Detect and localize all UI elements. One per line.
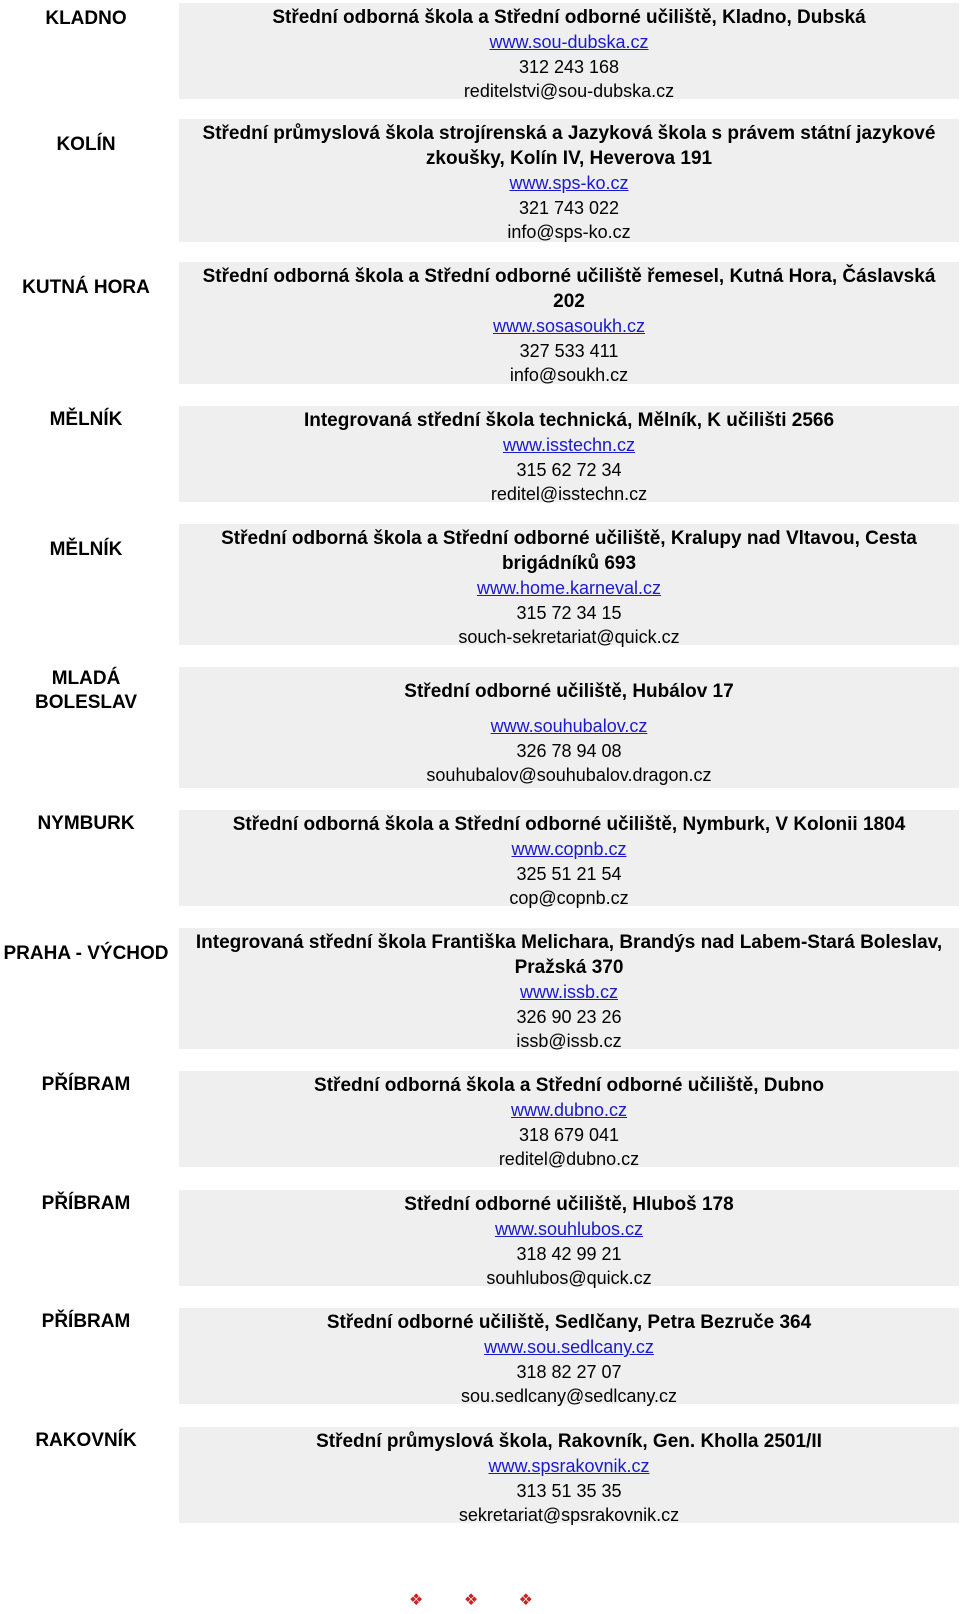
directory-row (0, 119, 960, 242)
directory-row (0, 810, 960, 906)
school-website-link[interactable]: www.dubno.cz (510, 1100, 628, 1120)
school-email: info@sps-ko.cz (507, 222, 631, 242)
school-card (179, 3, 959, 99)
district-label: PRAHA - VÝCHOD (3, 943, 169, 964)
school-name: Střední odborná škola a Střední odborné učiliště, Kralupy nad Vltavou, Cesta brigádníků 693 (221, 528, 917, 574)
school-card (179, 810, 959, 906)
school-website-link[interactable]: www.sou.sedlcany.cz (484, 1337, 654, 1357)
school-email: issb@issb.cz (516, 1031, 622, 1051)
school-phone: 318 82 27 07 (516, 1361, 622, 1382)
district-label: MĚLNÍK (49, 539, 123, 560)
school-website-link[interactable]: www.isstechn.cz (502, 435, 636, 455)
district-label: MĚLNÍK (49, 409, 123, 430)
school-card (179, 406, 959, 502)
directory-row (0, 1190, 960, 1286)
school-name: Integrovaná střední škola technická, Mělník, K učilišti 2566 (303, 410, 835, 431)
school-card (179, 667, 959, 788)
directory-row (0, 262, 960, 384)
school-name: Střední odborná škola a Střední odborné učiliště, Nymburk, V Kolonii 1804 (232, 814, 906, 835)
school-card (179, 1071, 959, 1167)
school-phone: 312 243 168 (518, 56, 620, 77)
school-email: sou.sedlcany@sedlcany.cz (460, 1386, 678, 1406)
school-website-link[interactable]: www.sosasoukh.cz (492, 316, 646, 336)
ornament-divider-icon: ❖ ❖ ❖ (409, 1592, 551, 1609)
directory-row (0, 524, 960, 645)
school-name: Střední odborné učiliště, Hubálov 17 (404, 681, 734, 702)
directory-row (0, 1308, 960, 1404)
school-phone: 313 51 35 35 (516, 1480, 622, 1501)
school-phone: 318 679 041 (518, 1124, 620, 1145)
school-card (179, 1308, 959, 1404)
school-email: cop@copnb.cz (509, 888, 629, 908)
school-card (179, 928, 959, 1049)
school-email: reditel@dubno.cz (498, 1149, 640, 1169)
school-phone: 326 90 23 26 (516, 1006, 622, 1027)
school-phone: 327 533 411 (519, 340, 619, 361)
school-website-link[interactable]: www.sps-ko.cz (509, 173, 629, 193)
school-website-link[interactable]: www.copnb.cz (511, 839, 627, 859)
school-website-link[interactable]: www.souhlubos.cz (494, 1219, 644, 1239)
school-website-link[interactable]: www.issb.cz (519, 982, 618, 1002)
school-phone: 315 72 34 15 (516, 602, 622, 623)
school-phone: 326 78 94 08 (516, 740, 622, 761)
school-phone: 321 743 022 (518, 197, 620, 218)
district-label: MLADÁ BOLESLAV (34, 668, 138, 713)
school-email: souhlubos@quick.cz (486, 1268, 652, 1288)
school-phone: 315 62 72 34 (516, 459, 622, 480)
school-name: Integrovaná střední škola Františka Melichara, Brandýs nad Labem-Stará Boleslav, Pražská 370 (195, 932, 943, 978)
school-phone: 318 42 99 21 (516, 1243, 622, 1264)
school-name: Střední odborná škola a Střední odborné učiliště, Kladno, Dubská (272, 7, 866, 28)
directory-row (0, 1071, 960, 1167)
directory-row (0, 667, 960, 788)
school-name: Střední odborná škola a Střední odborné učiliště řemesel, Kutná Hora, Čáslavská 202 (202, 266, 936, 312)
school-card (179, 1427, 959, 1523)
school-email: reditel@isstechn.cz (490, 484, 648, 504)
school-card (179, 262, 959, 384)
directory-row (0, 928, 960, 1049)
school-website-link[interactable]: www.souhubalov.cz (490, 716, 648, 736)
school-name: Střední odborné učiliště, Sedlčany, Petra Bezruče 364 (326, 1312, 812, 1333)
school-card (179, 524, 959, 645)
school-name: Střední odborná škola a Střední odborné učiliště, Dubno (314, 1075, 824, 1096)
spacer (179, 704, 959, 714)
school-website-link[interactable]: www.sou-dubska.cz (489, 32, 649, 52)
school-website-link[interactable]: www.home.karneval.cz (476, 578, 662, 598)
school-name: Střední průmyslová škola strojírenská a Jazyková škola s právem státní jazykové zkoušky, Kolín IV, Heverova 191 (202, 123, 936, 169)
district-label: NYMBURK (37, 813, 135, 834)
district-label: KUTNÁ HORA (22, 277, 150, 298)
district-label: PŘÍBRAM (41, 1193, 131, 1214)
school-email: info@soukh.cz (509, 365, 629, 385)
district-label: PŘÍBRAM (41, 1074, 131, 1095)
school-name: Střední odborné učiliště, Hluboš 178 (404, 1194, 734, 1215)
school-card (179, 119, 959, 242)
school-website-link[interactable]: www.spsrakovnik.cz (488, 1456, 650, 1476)
school-name: Střední průmyslová škola, Rakovník, Gen. Kholla 2501/II (316, 1431, 822, 1452)
school-phone: 325 51 21 54 (516, 863, 622, 884)
district-label: RAKOVNÍK (35, 1430, 137, 1451)
school-email: sekretariat@spsrakovnik.cz (458, 1505, 680, 1525)
district-label: KLADNO (45, 8, 127, 29)
directory-row (0, 3, 960, 99)
directory-row (0, 1427, 960, 1523)
school-card (179, 1190, 959, 1286)
school-email: souch-sekretariat@quick.cz (458, 627, 680, 647)
district-label: KOLÍN (56, 134, 116, 155)
school-email: souhubalov@souhubalov.dragon.cz (426, 765, 712, 785)
district-label: PŘÍBRAM (41, 1311, 131, 1332)
school-email: reditelstvi@sou-dubska.cz (463, 81, 675, 101)
directory-row (0, 406, 960, 502)
